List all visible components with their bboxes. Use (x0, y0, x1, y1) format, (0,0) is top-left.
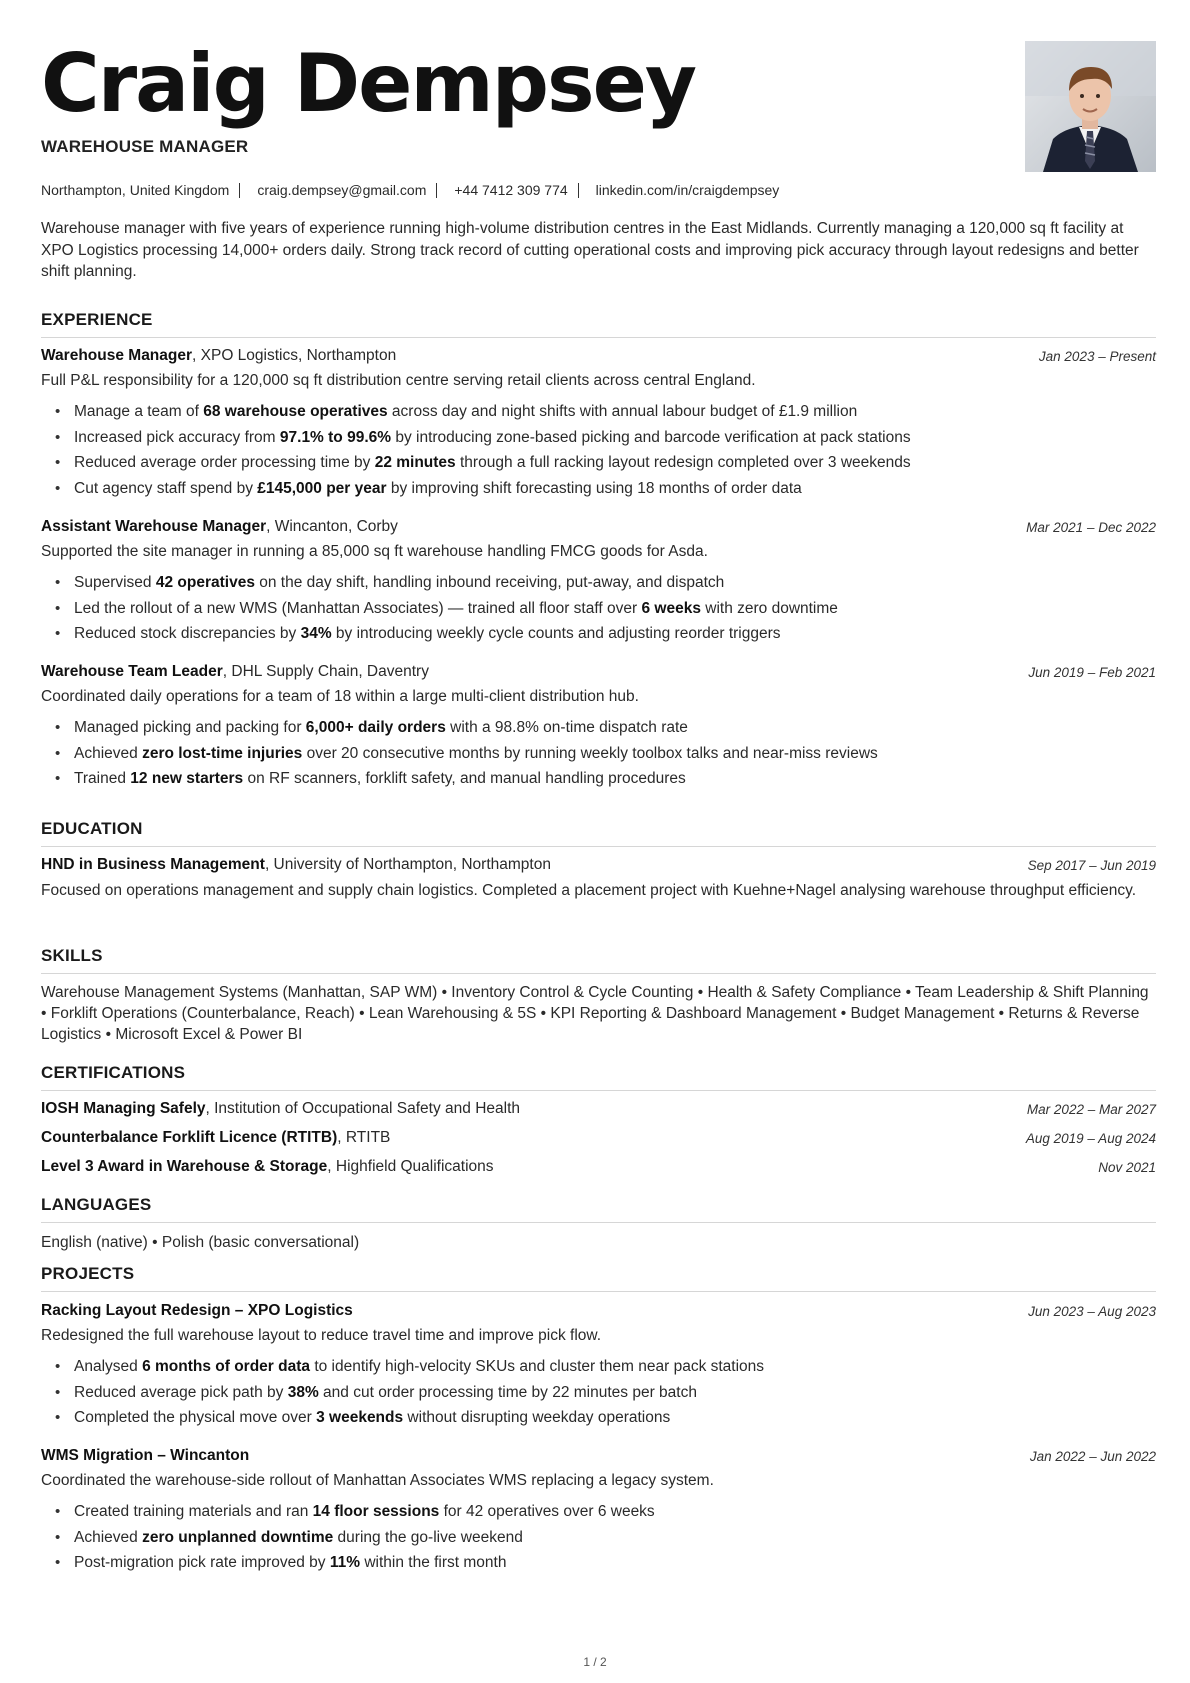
list-item: • Cut agency staff spend by £145,000 per year by improving shift forecasting using 18 months of order data (41, 476, 1141, 502)
experience-description: Full P&L responsibility for a 120,000 sq ft distribution centre serving retail clients across central England. (41, 372, 756, 389)
experience-bullets (41, 399, 1141, 501)
profile-photo-image (1025, 41, 1156, 172)
list-item: • Manage a team of 68 warehouse operatives across day and night shifts with annual labour budget of £1.9 million (41, 399, 1141, 425)
list-item: • Completed the physical move over 3 weekends without disrupting weekday operations (41, 1405, 1141, 1431)
skills-list: Warehouse Management Systems (Manhattan, SAP WM) • Inventory Control & Cycle Counting • Health & Safety Compliance • Team Leadership & Shift Planning • Forklift Operations (Counterbalance, Reach) • Lean Warehousing & 5S • KPI Reporting & Dashboard Management • Budget Management • Returns & Reverse Logistics • Microsoft Excel & Power BI (41, 984, 1149, 1043)
contact-email[interactable]: craig.dempsey@gmail.com (257, 182, 427, 198)
section-heading-experience: EXPERIENCE (41, 310, 1156, 338)
experience-date: Jan 2023 – Present (1038, 349, 1156, 364)
contact-linkedin[interactable]: linkedin.com/in/craigdempsey (595, 182, 780, 198)
certification-date: Nov 2021 (1098, 1160, 1156, 1175)
list-item: • Trained 12 new starters on RF scanners, forklift safety, and manual handling procedures (41, 766, 1141, 792)
experience-description: Coordinated daily operations for a team of 18 within a large multi-client distribution hub. (41, 688, 639, 705)
contact-separator (436, 183, 437, 198)
certification-title: Level 3 Award in Warehouse & Storage, Highfield Qualifications (41, 1158, 494, 1175)
experience-date: Jun 2019 – Feb 2021 (1028, 665, 1156, 680)
contact-location: Northampton, United Kingdom (41, 182, 230, 198)
certification-date: Aug 2019 – Aug 2024 (1025, 1131, 1156, 1146)
education-date: Sep 2017 – Jun 2019 (1027, 858, 1156, 873)
list-item: • Post-migration pick rate improved by 11% within the first month (41, 1550, 1141, 1576)
project-bullets (41, 1499, 1141, 1576)
list-item: • Managed picking and packing for 6,000+ daily orders with a 98.8% on-time dispatch rate (41, 715, 1141, 741)
education-title: HND in Business Management, University of Northampton, Northampton (41, 856, 551, 873)
list-item: • Created training materials and ran 14 floor sessions for 42 operatives over 6 weeks (41, 1499, 1141, 1525)
experience-date: Mar 2021 – Dec 2022 (1026, 520, 1156, 535)
project-date: Jan 2022 – Jun 2022 (1029, 1449, 1156, 1464)
contact-line (41, 182, 779, 198)
project-title: Racking Layout Redesign – XPO Logistics (41, 1302, 353, 1319)
experience-description: Supported the site manager in running a 85,000 sq ft warehouse handling FMCG goods for Asda. (41, 543, 708, 560)
profile-photo (1025, 41, 1156, 172)
candidate-name: Craig Dempsey (41, 37, 695, 130)
list-item: • Reduced average pick path by 38% and cut order processing time by 22 minutes per batch (41, 1380, 1141, 1406)
list-item: • Led the rollout of a new WMS (Manhattan Associates) — trained all floor staff over 6 weeks with zero downtime (41, 596, 1141, 622)
contact-separator (239, 183, 240, 198)
contact-separator (578, 183, 579, 198)
contact-phone[interactable]: +44 7412 309 774 (454, 182, 568, 198)
experience-bullets (41, 570, 1141, 647)
experience-title: Warehouse Manager, XPO Logistics, Northampton (41, 347, 397, 364)
job-title: WAREHOUSE MANAGER (41, 137, 249, 156)
page-number: 1 / 2 (583, 1655, 607, 1669)
list-item: • Increased pick accuracy from 97.1% to 99.6% by introducing zone-based picking and barcode verification at pack stations (41, 425, 1141, 451)
certification-date: Mar 2022 – Mar 2027 (1026, 1102, 1156, 1117)
project-bullets (41, 1354, 1141, 1431)
section-heading-languages: LANGUAGES (41, 1195, 1156, 1223)
section-heading-certifications: CERTIFICATIONS (41, 1063, 1156, 1091)
languages-list: English (native) • Polish (basic conversational) (41, 1234, 360, 1251)
section-heading-skills: SKILLS (41, 946, 1156, 974)
list-item: • Analysed 6 months of order data to identify high-velocity SKUs and cluster them near pack stations (41, 1354, 1141, 1380)
profile-summary: Warehouse manager with five years of experience running high-volume distribution centres in the East Midlands. Currently managing a 120,000 sq ft facility at XPO Logistics processing 14,000+ orders daily. Strong track record of cutting operational costs and improving pick accuracy through layout redesigns and better shift planning. (41, 220, 1139, 280)
project-title: WMS Migration – Wincanton (41, 1447, 250, 1464)
section-heading-education: EDUCATION (41, 819, 1156, 847)
list-item: • Reduced average order processing time by 22 minutes through a full racking layout redesign completed over 3 weekends (41, 450, 1141, 476)
certification-title: Counterbalance Forklift Licence (RTITB), RTITB (41, 1129, 391, 1146)
project-description: Coordinated the warehouse-side rollout of Manhattan Associates WMS replacing a legacy system. (41, 1472, 714, 1489)
experience-title: Warehouse Team Leader, DHL Supply Chain, Daventry (41, 663, 429, 680)
list-item: • Achieved zero lost-time injuries over 20 consecutive months by running weekly toolbox talks and near-miss reviews (41, 741, 1141, 767)
experience-bullets (41, 715, 1141, 792)
list-item: • Supervised 42 operatives on the day shift, handling inbound receiving, put-away, and dispatch (41, 570, 1141, 596)
project-description: Redesigned the full warehouse layout to reduce travel time and improve pick flow. (41, 1327, 602, 1344)
experience-title: Assistant Warehouse Manager, Wincanton, Corby (41, 518, 398, 535)
project-date: Jun 2023 – Aug 2023 (1028, 1304, 1156, 1319)
certification-title: IOSH Managing Safely, Institution of Occupational Safety and Health (41, 1100, 521, 1117)
list-item: • Reduced stock discrepancies by 34% by introducing weekly cycle counts and adjusting reorder triggers (41, 621, 1141, 647)
list-item: • Achieved zero unplanned downtime during the go-live weekend (41, 1525, 1141, 1551)
education-description: Focused on operations management and supply chain logistics. Completed a placement project with Kuehne+Nagel analysing warehouse throughput efficiency. (41, 882, 1136, 899)
section-heading-projects: PROJECTS (41, 1264, 1156, 1292)
